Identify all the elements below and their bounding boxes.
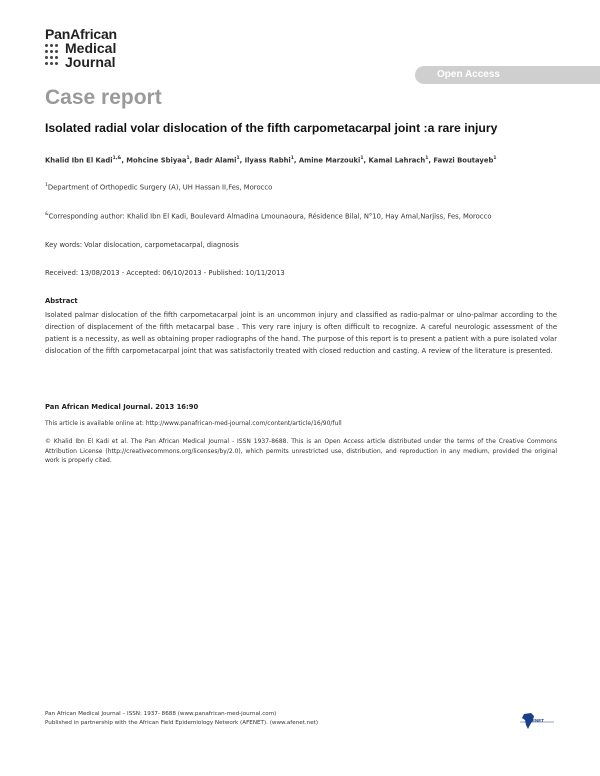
logo-text-line2: Medical — [65, 40, 117, 56]
author-affiliation-marker: 1 — [186, 156, 190, 161]
afenet-logo — [518, 711, 558, 731]
article-type-heading: Case report — [45, 86, 162, 109]
footer-issn: Pan African Medical Journal – ISSN: 1937- 8688 (www.panafrican-med-journal.com) — [45, 711, 277, 717]
author-affiliation-marker: 1 — [425, 156, 429, 161]
affiliation-text: Department of Orthopedic Surgery (A), UH Hassan II,Fes, Morocco — [47, 183, 273, 192]
keywords: Key words: Volar dislocation, carpometacarpal, diagnosis — [45, 241, 239, 249]
corresponding-marker: & — [45, 212, 49, 217]
author-list: Khalid Ibn El Kadi$^{1,\&}$, Mohcine Sbiyaa$^1$, Badr Alami$^1$, Ilyass Rabhi$^1$, Amine Marzouki$^1$, Kamal Lahrach$^1$, Fawzi Boutayeb$^1$ — [45, 156, 497, 165]
logo-text-line3: Journal — [65, 54, 116, 70]
abstract-text: Isolated palmar dislocation of the fifth carpometacarpal joint is an uncommon injury and classified as radio-palmar or ulno-palmar according to the direction of displacement of the fifth metacarpal base . This very rare injury is often difficult to recognize. A careful neurologic assessment of the patient is a necessity, as well as obtaining proper radiographs of the hand. The purpose of this report is to present a patient with a pure isolated volar dislocation of the fifth carpometacarpal joint that was satisfactorily treated with closed reduction and casting. A review of the literature is presented. — [45, 311, 557, 355]
license-text: © Khalid Ibn El Kadi et al. The Pan African Medical Journal - ISSN 1937-8688. This is an Open Access article distributed under the terms of the Creative Commons Attribution License (http://creativecommons.org/licenses/by/2.0), which permits unrestricted use, distribution, and reproduction in any medium, provided the original work is properly cited. — [45, 438, 557, 464]
author-affiliation-marker: 1 — [360, 156, 364, 161]
affiliation — [45, 183, 565, 191]
availability-link[interactable]: This article is available online at: http://www.panafrican-med-journal.com/content/article/16/90/full — [45, 420, 342, 427]
author-name: Badr Alami — [194, 156, 237, 165]
open-access-badge: Open Access — [415, 66, 600, 84]
author-affiliation-marker: 1 — [290, 156, 294, 161]
afenet-logo-text: AFENET — [526, 718, 544, 723]
author-name: Fawzi Boutayeb — [433, 156, 494, 165]
author-name: Amine Marzouki — [298, 156, 361, 165]
abstract-heading: Abstract — [45, 297, 78, 305]
corresponding-author — [45, 212, 565, 220]
footer-partnership: Published in partnership with the African Field Epidemiology Network (AFENET). (www.afenet.net) — [45, 720, 319, 726]
corresponding-text: Corresponding author: Khalid Ibn El Kadi, Boulevard Almadina Lmounaoura, Résidence Bilal, N°10, Hay Amal,Narjiss, Fes, Morocco — [48, 212, 492, 221]
author-affiliation-marker: 1 — [236, 156, 240, 161]
author-name: Ilyass Rabhi — [244, 156, 291, 165]
journal-citation: Pan African Medical Journal. 2013 16:90 — [45, 403, 199, 411]
author-name: Kamal Lahrach — [368, 156, 426, 165]
author-affiliation-marker: 1 — [493, 156, 497, 161]
logo-text-line1: PanAfrican — [45, 26, 117, 42]
journal-logo — [45, 27, 155, 73]
author-affiliation-marker: 1,& — [112, 156, 122, 161]
affiliation-marker: 1 — [45, 183, 48, 188]
logo-dots-icon — [45, 42, 63, 70]
article-title: Isolated radial volar dislocation of the fifth carpometacarpal joint :a rare injury — [45, 121, 498, 135]
author-name: Mohcine Sbiyaa — [126, 156, 187, 165]
author-name: Khalid Ibn El Kadi — [45, 156, 113, 165]
publication-dates: Received: 13/08/2013 - Accepted: 06/10/2013 - Published: 10/11/2013 — [45, 269, 285, 277]
